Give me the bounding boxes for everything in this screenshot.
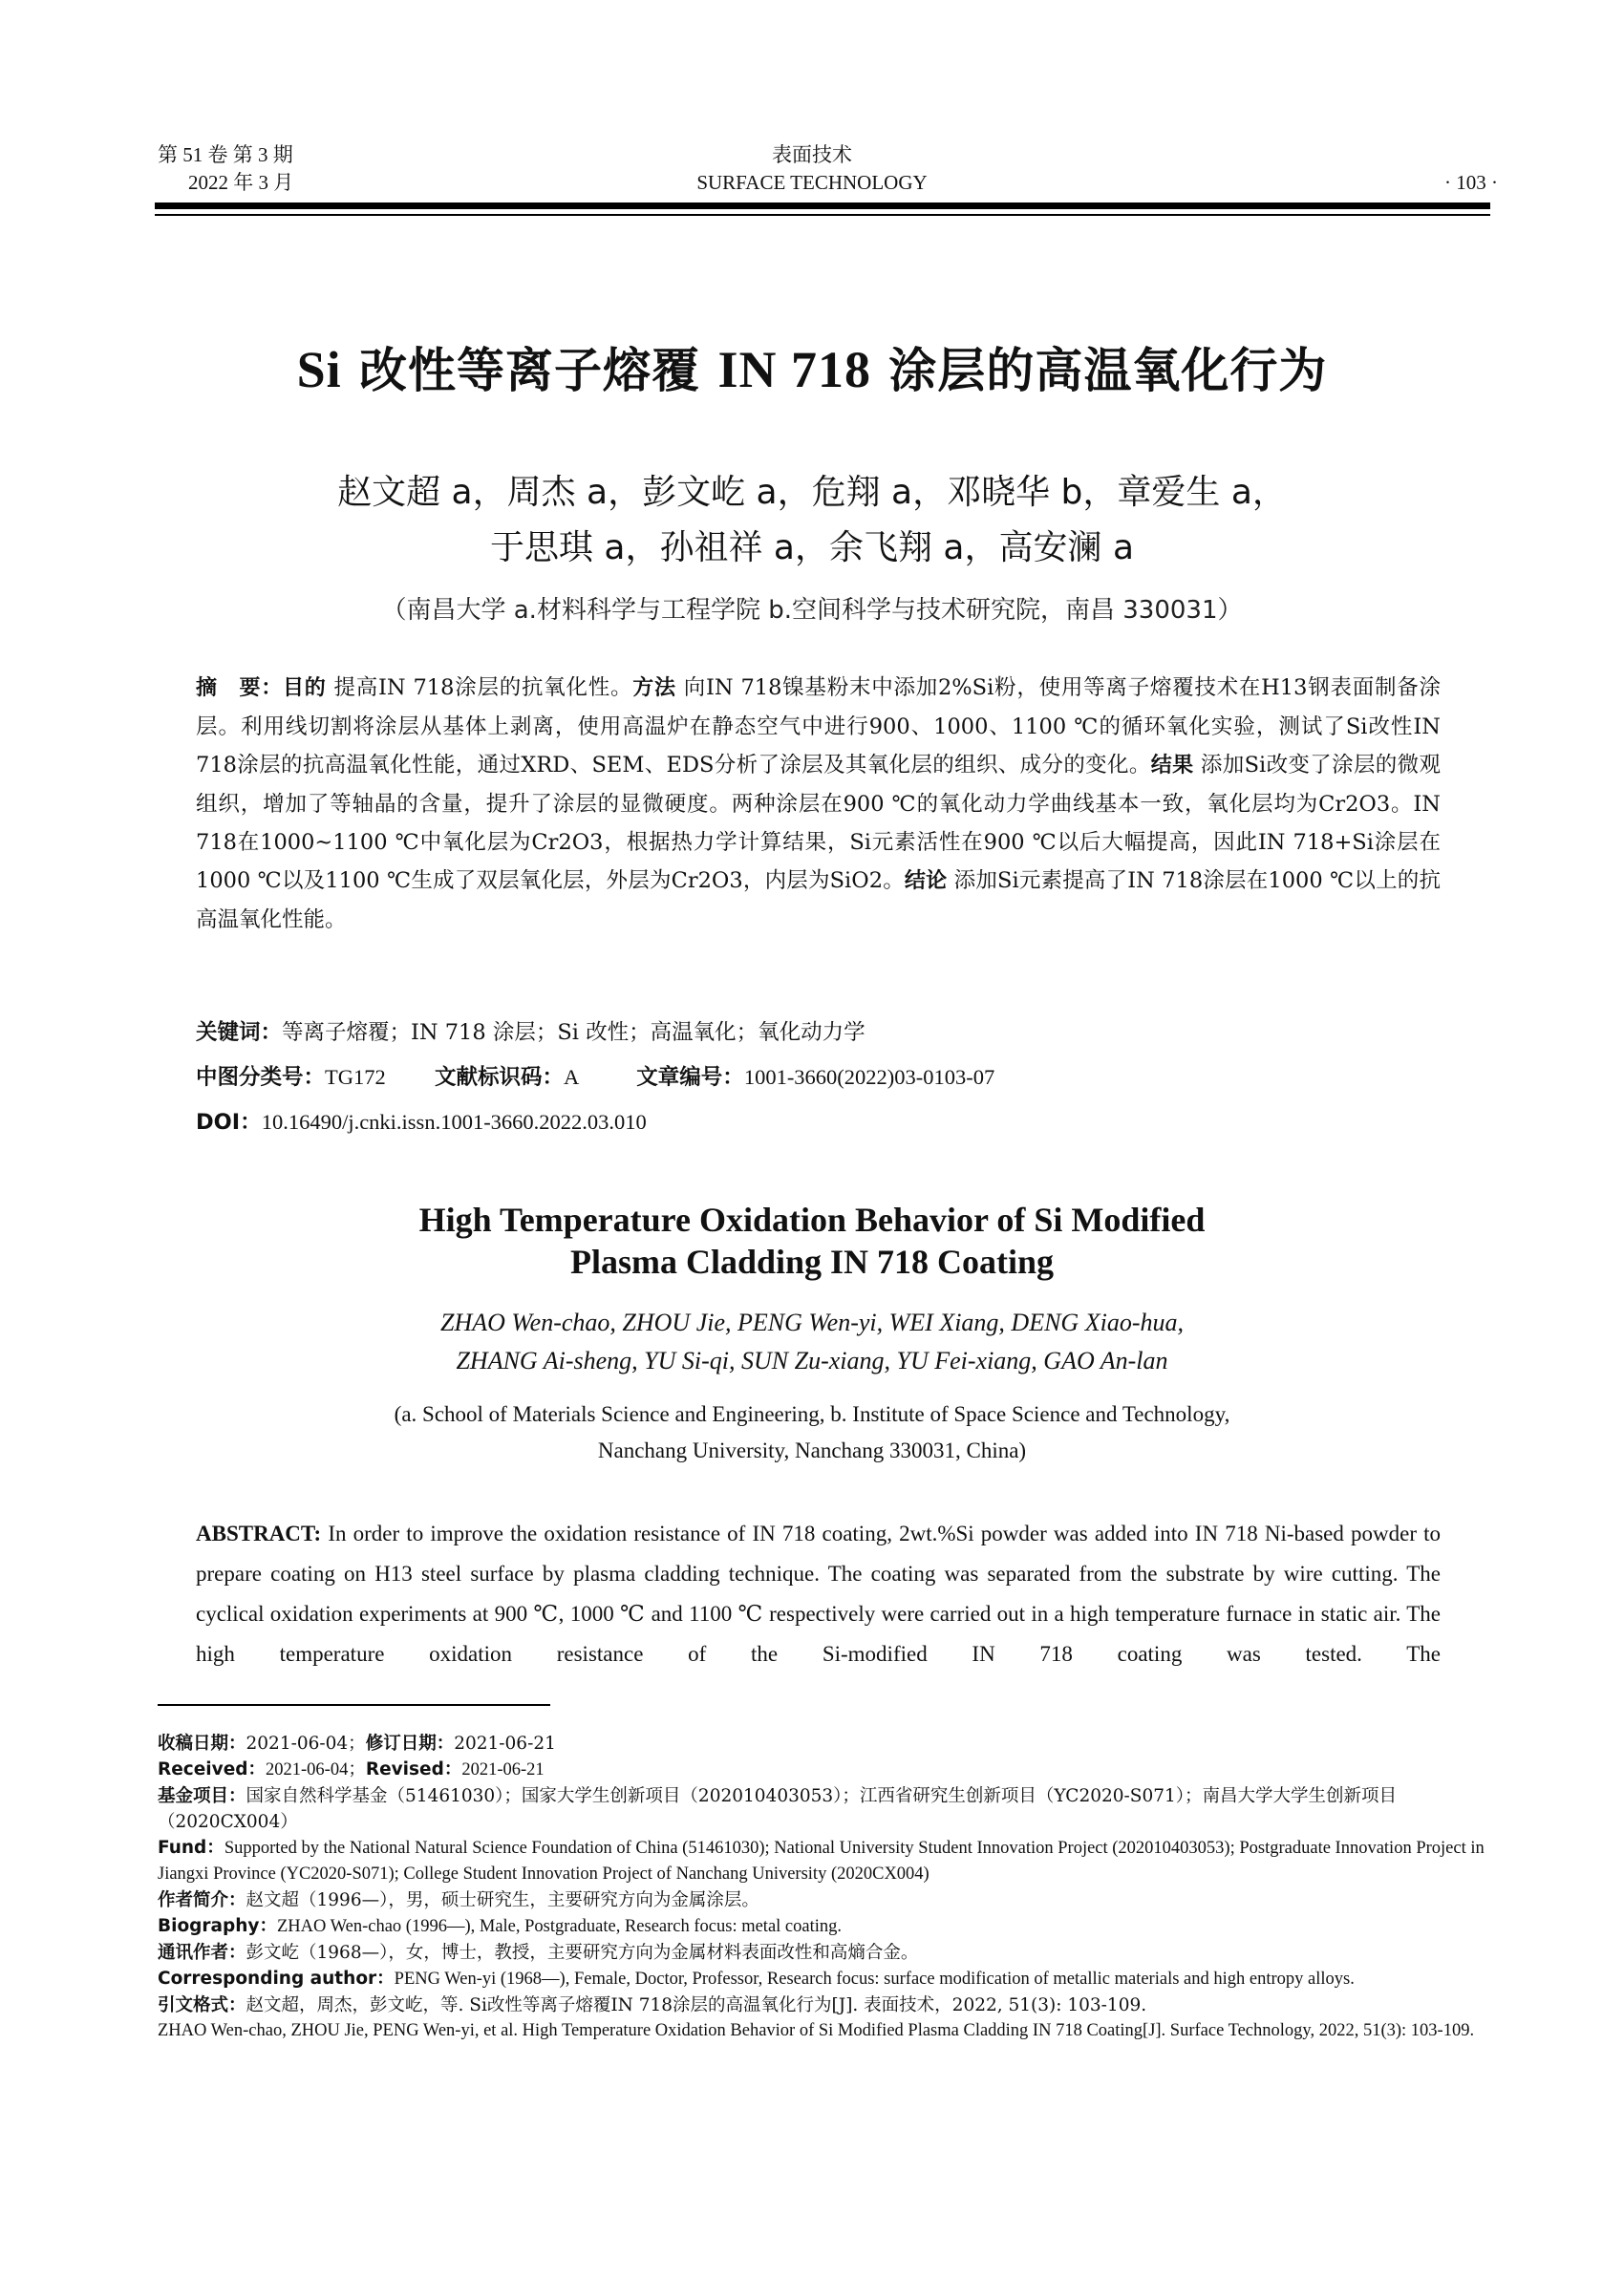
fund-en: Fund：Supported by the National Natural Science Foundation of China (51461030); National University Student Innovation Project (202010403053); Postgraduate Innovation Project in Jiangxi Province (YC2020-S071); College Student Innovation Project of Nanchang University (2020CX004) bbox=[158, 1838, 1485, 1884]
abstract-en bbox=[196, 1514, 1441, 1674]
authors-cn-line1: 赵文超 a，周杰 a，彭文屹 a，危翔 a，邓晓华 b，章爱生 a， bbox=[337, 473, 1287, 512]
clc-label: 中图分类号： bbox=[196, 1065, 326, 1090]
purpose-text: 提高IN 718涂层的抗氧化性。 bbox=[326, 675, 633, 700]
article-no-value: 1001-3660(2022)03-0103-07 bbox=[743, 1065, 995, 1089]
authors-en-line1: ZHAO Wen-chao, ZHOU Jie, PENG Wen-yi, WEI Xiang, DENG Xiao-hua, bbox=[440, 1309, 1184, 1336]
affiliation-cn: （南昌大学 a.材料科学与工程学院 b.空间科学与技术研究院，南昌 330031） bbox=[381, 596, 1243, 625]
doi-label: DOI： bbox=[196, 1110, 262, 1135]
result-label: 结果 bbox=[1150, 754, 1194, 778]
conclusion-label: 结论 bbox=[904, 869, 948, 893]
page-number: · 103 · bbox=[1444, 171, 1498, 194]
corresponding-cn: 通讯作者：彭文屹（1968—），女，博士，教授，主要研究方向为金属材料表面改性和高熵合金。 bbox=[158, 1943, 919, 1963]
doi-value: 10.16490/j.cnki.issn.1001-3660.2022.03.010 bbox=[261, 1110, 647, 1134]
received-cn: 收稿日期：2021-06-04；修订日期：2021-06-21 bbox=[158, 1734, 556, 1754]
clc-value: TG172 bbox=[325, 1065, 386, 1089]
paper-title-en: High Temperature Oxidation Behavior of Si Modified Plasma Cladding IN 718 Coating bbox=[418, 1201, 1206, 1281]
purpose-label: 目的 bbox=[283, 676, 327, 700]
authors-en-line2: ZHANG Ai-sheng, YU Si-qi, SUN Zu-xiang, YU Fei-xiang, GAO An-lan bbox=[456, 1347, 1168, 1374]
conclusion-text: 添加Si元素提高了IN 718涂层在1000 ℃以上的抗高温氧化性能。 bbox=[196, 868, 1441, 932]
biography-en: Biography：ZHAO Wen-chao (1996—), Male, Postgraduate, Research focus: metal coating. bbox=[158, 1916, 842, 1936]
abstract-cn bbox=[196, 669, 1441, 939]
abstract-en-text: In order to improve the oxidation resistance of IN 718 coating, 2wt.%Si powder was added into IN 718 Ni-based powder to prepare coating on H13 steel surface by plasma cladding technique. The coating was separated from the substrate by wire cutting. The cyclical oxidation experiments at 900 ℃, 1000 ℃ and 1100 ℃ respectively were carried out in a high temperature furnace in static air. The high temperature oxidation resistance of the Si-modified IN 718 coating was tested. The bbox=[196, 1522, 1441, 1666]
classification-line bbox=[196, 1060, 994, 1091]
received-en: Received：2021-06-04；Revised：2021-06-21 bbox=[158, 1759, 545, 1779]
doc-code-value: A bbox=[564, 1065, 579, 1089]
method-label: 方法 bbox=[632, 676, 676, 700]
biography-cn: 作者简介：赵文超（1996—），男，硕士研究生，主要研究方向为金属涂层。 bbox=[158, 1890, 759, 1910]
footnotes bbox=[158, 1731, 1490, 2044]
affiliation-en: (a. School of Materials Science and Engineering, b. Institute of Space Science and Technology, Nanchang University, Nanchang 330031, China) bbox=[394, 1402, 1230, 1462]
footnote-rule bbox=[158, 1704, 550, 1706]
doi-line bbox=[196, 1105, 647, 1136]
journal-name-cn: 表面技术 bbox=[772, 143, 852, 166]
article-no-label: 文章编号： bbox=[636, 1065, 744, 1090]
method-text: 向IN 718镍基粉末中添加2%Si粉，使用等离子熔覆技术在H13钢表面制备涂层。利用线切割将涂层从基体上剥离，使用高温炉在静态空气中进行900、1000、1100 ℃的循环氧化实验，测试了Si改性IN 718涂层的抗高温氧化性能，通过XRD、SEM、EDS分析了涂层及其氧化层的组织、成分的变化。 bbox=[196, 675, 1441, 778]
citation-cn: 引文格式：赵文超，周杰，彭文屹，等. Si改性等离子熔覆IN 718涂层的高温氧化行为[J]. 表面技术，2022, 51(3): 103-109. bbox=[158, 1995, 1147, 2015]
paper-title-cn: Si 改性等离子熔覆 IN 718 涂层的高温氧化行为 bbox=[296, 341, 1328, 398]
abstract-label: 摘 要： bbox=[196, 676, 284, 700]
fund-cn: 基金项目：国家自然科学基金（51461030）；国家大学生创新项目（202010403053）；江西省研究生创新项目（YC2020-S071）；南昌大学大学生创新项目（2020CX004） bbox=[158, 1786, 1398, 1832]
journal-name-en: SURFACE TECHNOLOGY bbox=[696, 171, 928, 194]
issue-date: 2022 年 3 月 bbox=[188, 171, 294, 194]
abstract-en-label: ABSTRACT: bbox=[196, 1522, 322, 1545]
result-text: 添加Si改变了涂层的微观组织，增加了等轴晶的含量，提升了涂层的显微硬度。两种涂层在900 ℃的氧化动力学曲线基本一致，氧化层均为Cr2O3。IN 718在1000~1100 ℃中氧化层为Cr2O3，根据热力学计算结果，Si元素活性在900 ℃以后大幅提高，因此IN 718+Si涂层在1000 ℃以及1100 ℃生成了双层氧化层，外层为Cr2O3，内层为SiO2。 bbox=[196, 753, 1442, 893]
keywords bbox=[196, 1015, 865, 1046]
citation-en: ZHAO Wen-chao, ZHOU Jie, PENG Wen-yi, et al. High Temperature Oxidation Behavior of Si Modified Plasma Cladding IN 718 Coating[J]. Surface Technology, 2022, 51(3): 103-109. bbox=[158, 2021, 1475, 2040]
keywords-text: 等离子熔覆；IN 718 涂层；Si 改性；高温氧化；氧化动力学 bbox=[282, 1020, 865, 1045]
authors-en bbox=[0, 1304, 1624, 1380]
volume-issue: 第 51 卷 第 3 期 bbox=[158, 143, 293, 166]
header-rule-thin bbox=[155, 214, 1490, 216]
authors-cn-line2: 于思琪 a，孙祖祥 a，余飞翔 a，高安澜 a bbox=[489, 528, 1135, 567]
keywords-label: 关键词： bbox=[196, 1020, 283, 1045]
corresponding-en: Corresponding author：PENG Wen-yi (1968—), Female, Doctor, Professor, Research focus: surface modification of metallic materials and high entropy alloys. bbox=[158, 1969, 1355, 1989]
header-rule-thick bbox=[155, 202, 1490, 209]
abstract-cn-body bbox=[196, 669, 1441, 939]
doc-code-label: 文献标识码： bbox=[435, 1065, 565, 1090]
running-header-center bbox=[0, 141, 1624, 197]
